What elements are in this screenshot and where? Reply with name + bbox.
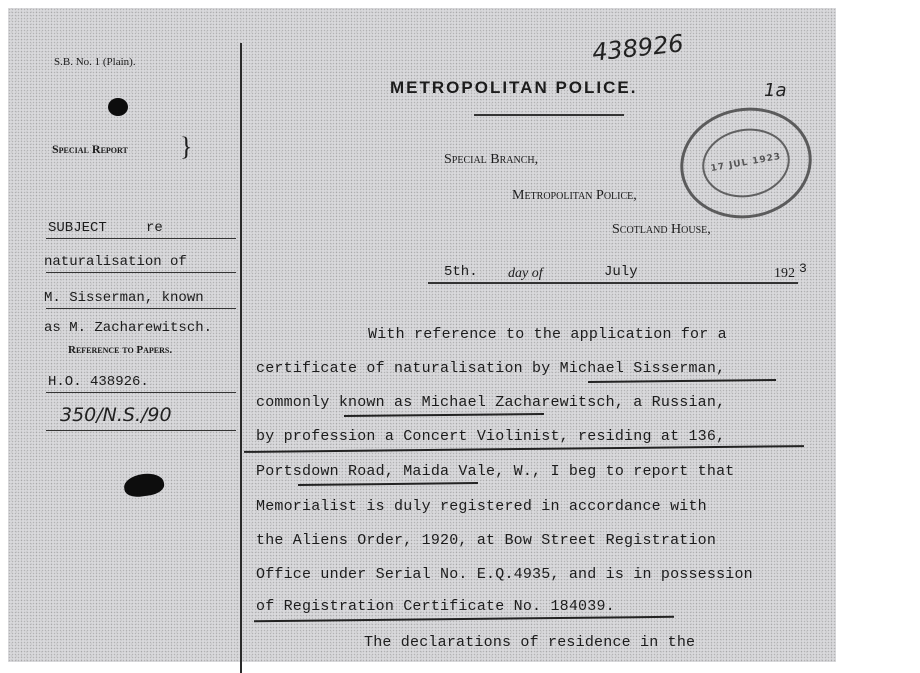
- subject-line: naturalisation of: [44, 254, 187, 270]
- punch-hole: [123, 471, 166, 498]
- reference-label: Reference to Papers.: [68, 344, 173, 356]
- registry-stamp: [671, 97, 820, 228]
- address-line: Metropolitan Police,: [512, 188, 637, 203]
- body-line: certificate of naturalisation by Michael Sisserman,: [256, 360, 726, 377]
- body-line: by profession a Concert Violinist, residing at 136,: [256, 428, 726, 445]
- subject-line: M. Sisserman, known: [44, 290, 204, 306]
- margin-divider: [240, 43, 242, 673]
- body-line: Memorialist is duly registered in accordance with: [256, 498, 707, 515]
- address-line: Scotland House,: [612, 222, 711, 237]
- body-line: commonly known as Michael Zacharewitsch, a Russian,: [256, 394, 726, 411]
- subject-label: SUBJECT: [48, 220, 107, 236]
- body-line: the Aliens Order, 1920, at Bow Street Registration: [256, 532, 717, 549]
- reference-number: H.O. 438926.: [48, 374, 149, 390]
- body-line: Office under Serial No. E.Q.4935, and is in possession: [256, 566, 753, 583]
- handwritten-number: 438926: [590, 29, 685, 67]
- date-year-prefix: 192: [774, 266, 795, 281]
- date-day-of: day of: [508, 266, 543, 281]
- body-line: of Registration Certificate No. 184039.: [256, 598, 615, 615]
- date-month: July: [604, 264, 638, 280]
- handwritten-mark: 1a: [764, 80, 787, 101]
- address-line: Special Branch,: [444, 152, 539, 167]
- body-line: With reference to the application for a: [368, 326, 727, 343]
- form-code: S.B. No. 1 (Plain).: [54, 56, 136, 68]
- date-day: 5th.: [444, 264, 478, 280]
- body-line: The declarations of residence in the: [364, 634, 696, 651]
- report-brace: }: [180, 132, 193, 161]
- date-year-suffix: 3: [799, 261, 807, 276]
- subject-line: re: [146, 220, 163, 236]
- handwritten-reference: 350/N.S./90: [60, 404, 172, 426]
- page-title: METROPOLITAN POLICE.: [390, 78, 638, 97]
- punch-hole: [108, 98, 128, 116]
- subject-line: as M. Zacharewitsch.: [44, 320, 213, 336]
- report-type: Special Report: [52, 142, 128, 156]
- stamp-date: 17 JUL 1923: [697, 122, 795, 204]
- body-line: Portsdown Road, Maida Vale, W., I beg to report that: [256, 463, 735, 480]
- document-sheet: [8, 8, 836, 662]
